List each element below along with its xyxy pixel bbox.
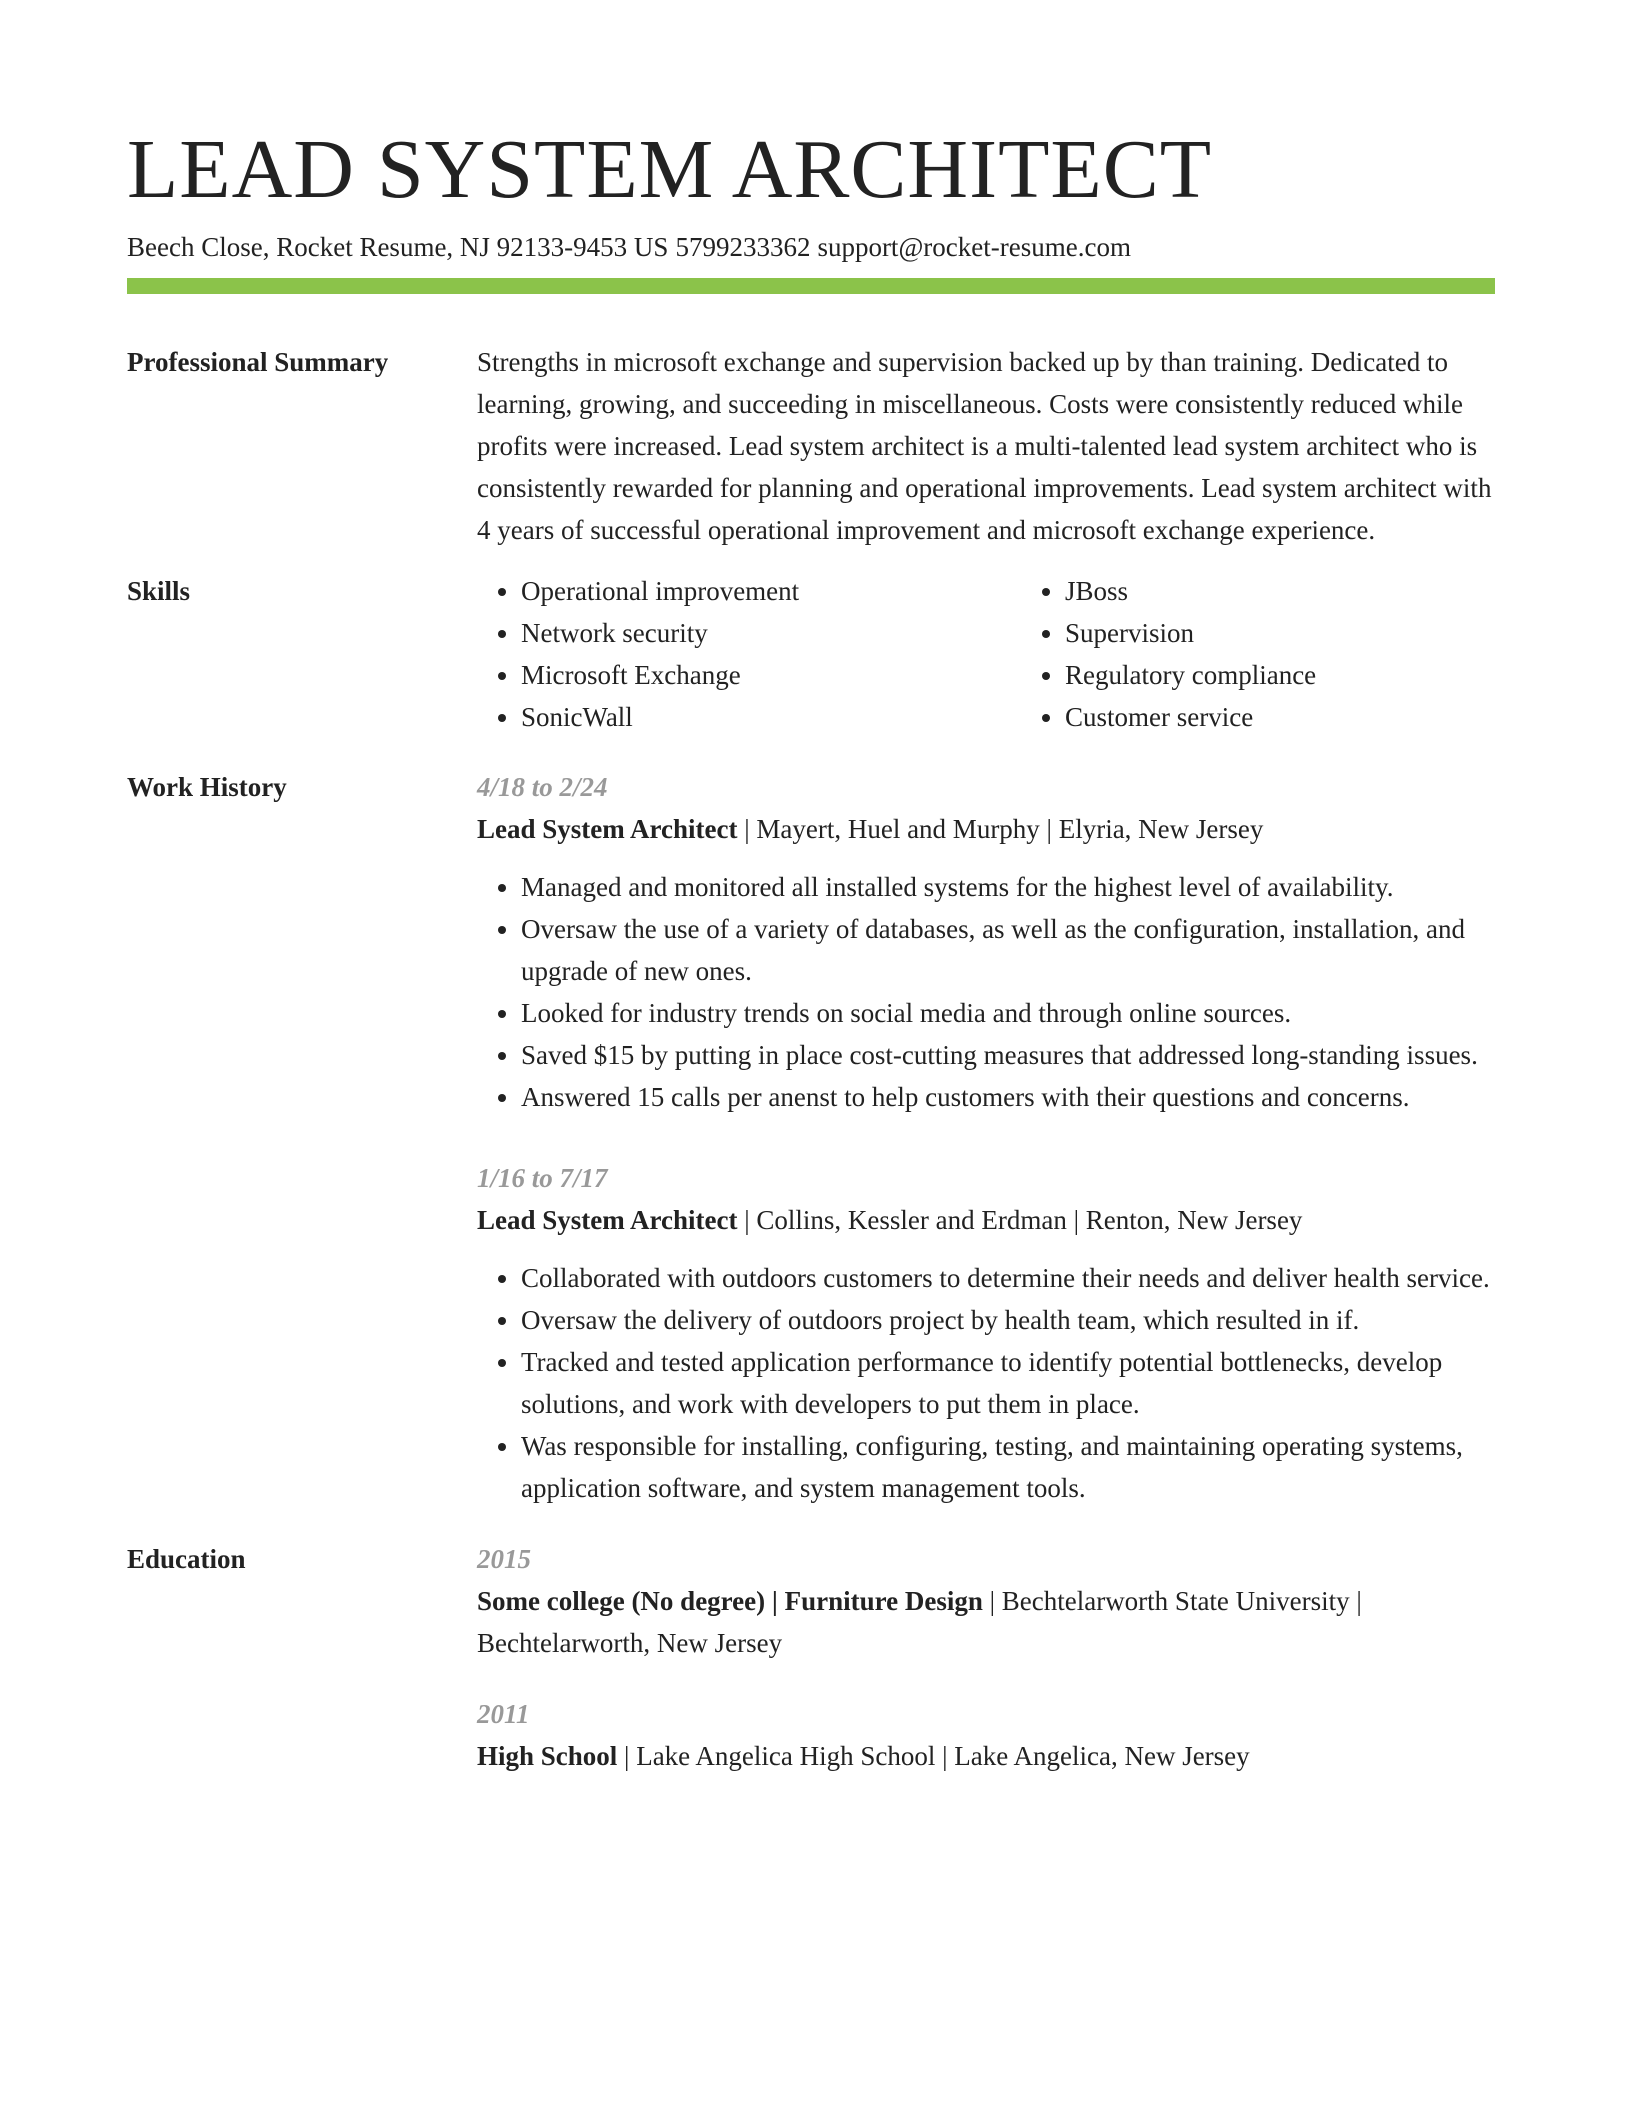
skill-item: • Supervision (1065, 612, 1565, 654)
job-title-line (477, 808, 1495, 850)
skill-item: • JBoss (1065, 570, 1565, 612)
job-dates: 4/18 to 2/24 (477, 772, 608, 802)
summary-text: Strengths in microsoft exchange and supervision backed up by than training. Dedicated to learning, growing, and succeeding in miscellaneous. Costs were consistently reduced while profits were increased. Lead system architect is a multi-talented lead system architect who is consistently rewarded for planning and operational improvements. Lead system architect with 4 years of successful operational improvement and microsoft exchange experience. (477, 347, 1492, 545)
job-details: | Mayert, Huel and Murphy | Elyria, New Jersey (737, 814, 1264, 844)
contact-email: support@rocket-resume.com (817, 232, 1131, 262)
job-details: | Collins, Kessler and Erdman | Renton, New Jersey (737, 1205, 1303, 1235)
job-bullet: • Answered 15 calls per anenst to help customers with their questions and concerns. (521, 1076, 1495, 1118)
education-line (477, 1735, 1495, 1777)
job-bullets (477, 866, 1495, 1118)
education-line (477, 1580, 1495, 1664)
education-entry (477, 1693, 1495, 1777)
skills-section (127, 573, 1495, 738)
job-bullet: • Oversaw the use of a variety of databases, as well as the configuration, installation, and upgrade of new ones. (521, 908, 1495, 992)
job-entry (477, 766, 1495, 1118)
job-role: Lead System Architect (477, 1205, 738, 1235)
education-details: | Lake Angelica High School | Lake Angelica, New Jersey (617, 1741, 1250, 1771)
skill-item: • Operational improvement (521, 570, 1021, 612)
accent-divider (127, 278, 1495, 294)
education-heading: Education (127, 1544, 246, 1574)
job-bullet: • Managed and monitored all installed systems for the highest level of availability. (521, 866, 1495, 908)
skill-item: • Customer service (1065, 696, 1565, 738)
skill-item: • Microsoft Exchange (521, 654, 1021, 696)
job-bullet: • Collaborated with outdoors customers to determine their needs and deliver health service. (521, 1257, 1495, 1299)
job-bullet: • Oversaw the delivery of outdoors project by health team, which resulted in if. (521, 1299, 1495, 1341)
education-entry (477, 1538, 1495, 1664)
education-degree: Some college (No degree) | Furniture Design (477, 1586, 983, 1616)
skill-item: • Network security (521, 612, 1021, 654)
summary-heading: Professional Summary (127, 347, 389, 377)
job-dates: 1/16 to 7/17 (477, 1163, 608, 1193)
contact-line (127, 230, 1495, 264)
job-bullet: • Saved $15 by putting in place cost-cutting measures that addressed long-standing issues. (521, 1034, 1495, 1076)
job-role: Lead System Architect (477, 814, 738, 844)
job-bullet: • Looked for industry trends on social media and through online sources. (521, 992, 1495, 1034)
skills-heading: Skills (127, 576, 191, 606)
skills-list-left (477, 570, 1021, 738)
resume-page (127, 120, 1495, 1777)
education-degree: High School (477, 1741, 618, 1771)
job-bullets (477, 1257, 1495, 1509)
skill-item: • Regulatory compliance (1065, 654, 1565, 696)
candidate-name: LEAD SYSTEM ARCHITECT (127, 123, 1213, 216)
contact-address: Beech Close, Rocket Resume, NJ 92133-9453 US (127, 232, 669, 262)
education-details: | Bechtelarworth State University | Bechtelarworth, New Jersey (477, 1586, 1362, 1658)
education-year: 2011 (477, 1699, 530, 1729)
skill-item: • SonicWall (521, 696, 1021, 738)
work-history-section (127, 769, 1495, 1509)
job-entry (477, 1157, 1495, 1509)
job-bullet: • Was responsible for installing, configuring, testing, and maintaining operating systems, application software, and system management tools. (521, 1425, 1495, 1509)
work-history-heading: Work History (127, 772, 287, 802)
education-year: 2015 (477, 1544, 531, 1574)
education-section (127, 1541, 1495, 1777)
summary-section (127, 344, 1495, 551)
job-bullet: • Tracked and tested application performance to identify potential bottlenecks, develop solutions, and work with developers to put them in place. (521, 1341, 1495, 1425)
skills-list-right (1021, 570, 1565, 738)
job-title-line (477, 1199, 1495, 1241)
contact-phone: 5799233362 (675, 232, 811, 262)
